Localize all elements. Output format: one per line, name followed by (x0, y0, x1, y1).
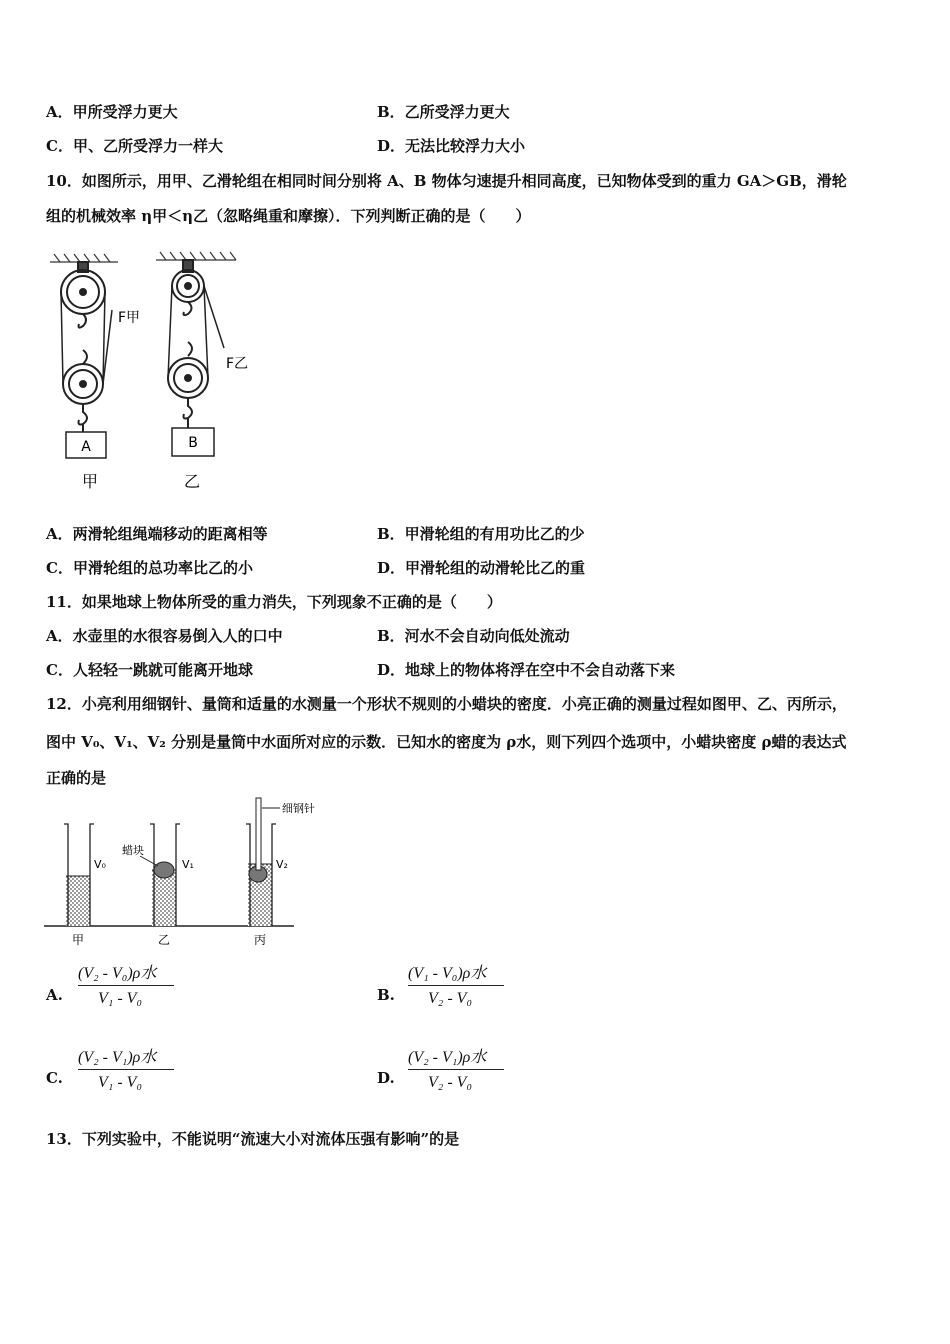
fraction-bar (78, 1069, 174, 1070)
q10-stem-line2: 组的机械效率 η甲＜η乙（忽略绳重和摩擦）．下列判断正确的是（ ） (46, 207, 531, 225)
q12-option-c-label: C. (46, 1069, 63, 1087)
label-needle: 细钢针 (282, 802, 315, 815)
fixed-pulley-yi (172, 260, 204, 315)
q12-option-d-label: D. (377, 1069, 395, 1087)
q12-option-a-label: A. (46, 986, 63, 1004)
fraction-bar (78, 985, 174, 986)
label-jia: 甲 (81, 472, 99, 491)
cylinder-figure (44, 798, 344, 948)
label-wax: 蜡块 (122, 844, 144, 857)
q11-option-d: D．地球上的物体将浮在空中不会自动落下来 (377, 661, 676, 679)
q13-stem: 13．下列实验中，不能说明“流速大小对流体压强有影响”的是 (46, 1130, 460, 1148)
q12-option-c-denominator: V₁ - V₀ (98, 1074, 142, 1091)
q10-option-b: B．甲滑轮组的有用功比乙的少 (377, 525, 585, 543)
label-block-b: B (188, 435, 198, 451)
q10-option-a: A．两滑轮组绳端移动的距离相等 (46, 525, 268, 543)
pulley-figure (40, 250, 270, 500)
label-yi: 乙 (183, 472, 201, 491)
cylinder-jia (64, 824, 94, 926)
q9-option-b: B．乙所受浮力更大 (377, 103, 510, 121)
caption-jia: 甲 (71, 933, 85, 947)
caption-yi: 乙 (157, 933, 171, 947)
cylinder-bing (246, 798, 280, 926)
q12-option-b-formula (408, 960, 508, 1016)
movable-pulley-jia (63, 350, 103, 432)
q10-stem-line1: 10．如图所示，用甲、乙滑轮组在相同时间分别将 A、B 物体匀速提升相同高度，已知物体受到的重力 GA＞GB，滑轮 (46, 172, 847, 190)
label-force-yi: F乙 (226, 356, 249, 372)
q12-option-b-denominator: V₂ - V₀ (428, 990, 472, 1007)
q12-stem-line2: 图中 V₀、V₁、V₂ 分别是量筒中水面所对应的示数．已知水的密度为 ρ水，则下列四个选项中，小蜡块密度 ρ蜡的表达式 (46, 733, 847, 751)
q9-option-d: D．无法比较浮力大小 (377, 137, 526, 155)
fixed-pulley-jia (61, 262, 105, 328)
label-block-a: A (81, 439, 91, 455)
q9-option-a: A．甲所受浮力更大 (46, 103, 178, 121)
q12-option-a-numerator: (V₂ - V₀)ρ水 (78, 965, 157, 982)
q10-option-d: D．甲滑轮组的动滑轮比乙的重 (377, 559, 586, 577)
ceiling-yi (156, 252, 236, 260)
q12-option-d-numerator: (V₂ - V₁)ρ水 (408, 1049, 487, 1066)
label-force-jia: F甲 (118, 310, 141, 326)
movable-pulley-yi (168, 342, 208, 428)
q12-option-b-numerator: (V₁ - V₀)ρ水 (408, 965, 487, 982)
q11-stem: 11．如果地球上物体所受的重力消失，下列现象不正确的是（ ） (46, 593, 502, 611)
ceiling-jia (50, 254, 118, 262)
q9-option-c: C．甲、乙所受浮力一样大 (46, 137, 223, 155)
q12-stem-line1: 12．小亮利用细钢针、量筒和适量的水测量一个形状不规则的小蜡块的密度．小亮正确的测量过程如图甲、乙、丙所示， (46, 695, 847, 713)
caption-bing: 丙 (253, 933, 267, 947)
q11-option-c: C．人轻轻一跳就可能离开地球 (46, 661, 253, 679)
fraction-bar (408, 1069, 504, 1070)
cylinder-yi (140, 824, 180, 926)
q12-option-d-formula (408, 1044, 508, 1100)
q12-option-d-denominator: V₂ - V₀ (428, 1074, 472, 1091)
label-v0: V₀ (94, 858, 106, 871)
q11-option-b: B．河水不会自动向低处流动 (377, 627, 570, 645)
fraction-bar (408, 985, 504, 986)
q12-option-c-formula (78, 1044, 178, 1100)
q12-stem-line3: 正确的是 (46, 769, 107, 787)
q12-option-a-formula (78, 960, 178, 1016)
q11-option-a: A．水壶里的水很容易倒入人的口中 (46, 627, 283, 645)
label-v1: V₁ (182, 858, 194, 871)
q12-option-c-numerator: (V₂ - V₁)ρ水 (78, 1049, 157, 1066)
q10-option-c: C．甲滑轮组的总功率比乙的小 (46, 559, 253, 577)
label-v2: V₂ (276, 858, 288, 871)
q12-option-a-denominator: V₁ - V₀ (98, 990, 142, 1007)
q12-option-b-label: B. (377, 986, 395, 1004)
